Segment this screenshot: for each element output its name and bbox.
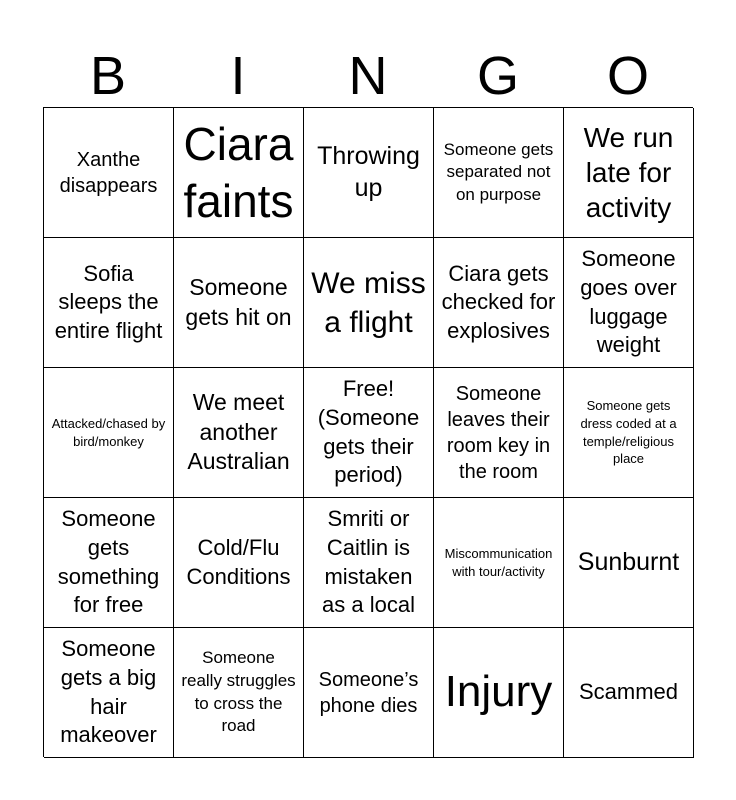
bingo-cell[interactable] xyxy=(564,108,694,238)
bingo-cell[interactable] xyxy=(304,628,434,758)
cell-text: Smriti or Caitlin is mistaken as a local xyxy=(322,506,415,618)
cell-text: Someone gets a big hair makeover xyxy=(60,636,157,748)
cell-text: Injury xyxy=(444,667,553,717)
bingo-cell[interactable] xyxy=(44,368,174,498)
cell-text: Ciara gets checked for explosives xyxy=(441,260,556,343)
bingo-cell[interactable] xyxy=(304,498,434,628)
header-letter-o: O xyxy=(606,46,649,106)
bingo-cell free-space[interactable] xyxy=(304,368,434,498)
cell-text: Cold/Flu Conditions xyxy=(186,534,291,589)
cell-text: Throwing up xyxy=(317,142,420,202)
bingo-cell[interactable] xyxy=(174,238,304,368)
cell-text: Ciara faints xyxy=(183,118,294,227)
header-letter-i: I xyxy=(230,46,246,106)
bingo-cell[interactable] xyxy=(564,498,694,628)
cell-text: Miscommunication with tour/activity xyxy=(444,545,553,579)
bingo-cell[interactable] xyxy=(564,628,694,758)
bingo-cell[interactable] xyxy=(44,238,174,368)
bingo-cell[interactable] xyxy=(434,368,564,498)
cell-text: Sofia sleeps the entire flight xyxy=(54,260,163,343)
cell-text: Someone gets separated not on purpose xyxy=(443,139,554,204)
header-letter-g: G xyxy=(476,46,519,106)
bingo-cell[interactable] xyxy=(174,108,304,238)
cell-text: Free! (Someone gets their period) xyxy=(317,376,420,488)
bingo-cell[interactable] xyxy=(44,498,174,628)
bingo-header xyxy=(43,46,693,106)
cell-text: Attacked/chased by bird/monkey xyxy=(51,415,166,449)
cell-text: Someone really struggles to cross the road xyxy=(181,648,296,736)
cell-text: Someone’s phone dies xyxy=(318,668,419,717)
header-letter-n: N xyxy=(348,46,388,106)
bingo-cell[interactable] xyxy=(44,108,174,238)
cell-text: Sunburnt xyxy=(577,547,680,576)
bingo-cell[interactable] xyxy=(434,498,564,628)
cell-text: Someone gets something for free xyxy=(57,506,160,618)
bingo-cell[interactable] xyxy=(44,628,174,758)
cell-text: Someone goes over luggage weight xyxy=(580,246,677,358)
bingo-cell[interactable] xyxy=(174,628,304,758)
cell-text: We run late for activity xyxy=(583,122,674,223)
bingo-cell[interactable] xyxy=(174,368,304,498)
cell-text: Someone gets dress coded at a temple/religious place xyxy=(580,398,677,467)
bingo-cell[interactable] xyxy=(434,238,564,368)
cell-text: Xanthe disappears xyxy=(59,148,158,197)
cell-text: We meet another Australian xyxy=(187,389,290,475)
cell-text: Someone gets hit on xyxy=(185,274,292,330)
cell-text: Scammed xyxy=(578,679,679,705)
cell-text: We miss a flight xyxy=(311,266,426,339)
bingo-cell[interactable] xyxy=(434,628,564,758)
bingo-cell[interactable] xyxy=(434,108,564,238)
bingo-cell[interactable] xyxy=(564,368,694,498)
bingo-cell[interactable] xyxy=(564,238,694,368)
cell-text: Someone leaves their room key in the room xyxy=(446,382,551,483)
bingo-cell[interactable] xyxy=(304,238,434,368)
bingo-board xyxy=(43,107,693,757)
bingo-cell[interactable] xyxy=(304,108,434,238)
header-letter-b: B xyxy=(89,46,127,106)
bingo-cell[interactable] xyxy=(174,498,304,628)
